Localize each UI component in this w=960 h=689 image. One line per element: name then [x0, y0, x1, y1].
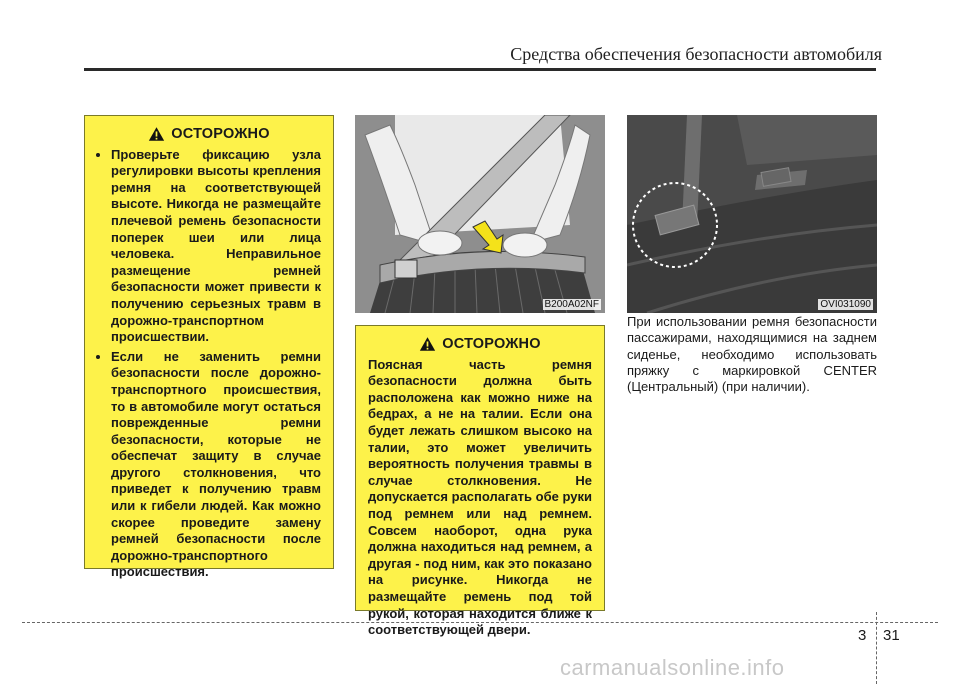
figure-rear-seat-buckle — [627, 115, 877, 313]
page-number: 31 — [883, 627, 900, 644]
figure-code: OVI031090 — [820, 299, 871, 310]
warning-item: • Если не заменить ремни безопасности после дорожно-транспортного происшествия, то в автомобиле могут остаться поврежденные ремни безопасности, которые не обеспечат защиту в случае другого столкновения, что приведет к получению травм или к гибели людей. Как можно скорее проведите замену ремней безопасности после дорожно-транспортного происшествия. — [111, 349, 321, 581]
header-rule — [84, 68, 876, 71]
warning-list — [97, 147, 321, 581]
figure-lap-belt — [355, 115, 605, 313]
rear-seat-illustration — [627, 115, 877, 313]
watermark: carmanualsonline.info — [560, 655, 785, 680]
chapter-number: 3 — [858, 627, 867, 644]
warning-box-2 — [355, 325, 605, 638]
warning-item: • Проверьте фиксацию узла регулировки высоты крепления ремня на соответствующей высоте. Никогда не размещайте плечевой ремень безопасности поперек шеи или лица человека. Неправильное размещение ремней безопасности может привести к получению серьезных травм в дорожно-транспортном происшествии. — [111, 147, 321, 346]
warning-text: Поясная часть ремня безопасности должна быть расположена как можно ниже на бедрах, а не на талии. Если она будет лежать слишком высоко на талии, это может увеличить вероятность получения травмы в случае столкновения. Не допускается располагать обе руки под ремнем или над ремнем. Совсем наоборот, одна рука должна находиться над ремнем, а другая - под ним, как это показано на рисунке. Никогда не размещайте ремень под той рукой, которая находится ближе к соответствующей двери. — [368, 356, 592, 638]
page-number-separator — [876, 612, 878, 684]
body-paragraph: При использовании ремня безопасности пассажирами, находящимися на заднем сиденье, необходимо использовать пряжку с маркировкой CENTER (Центральный) (при наличии). — [627, 314, 877, 395]
warning-title-text: ОСТОРОЖНО — [171, 126, 270, 142]
warning-box-1 — [84, 115, 334, 580]
warning-triangle-icon — [419, 336, 436, 352]
figure-code: B200A02NF — [544, 299, 599, 310]
lap-belt-illustration — [355, 115, 605, 313]
page-header-title: Средства обеспечения безопасности автомобиля — [510, 44, 882, 64]
warning-title — [97, 126, 321, 143]
footer-rule — [22, 622, 938, 623]
warning-triangle-icon — [148, 126, 165, 142]
warning-title-text: ОСТОРОЖНО — [442, 336, 541, 352]
warning-title — [368, 336, 592, 353]
